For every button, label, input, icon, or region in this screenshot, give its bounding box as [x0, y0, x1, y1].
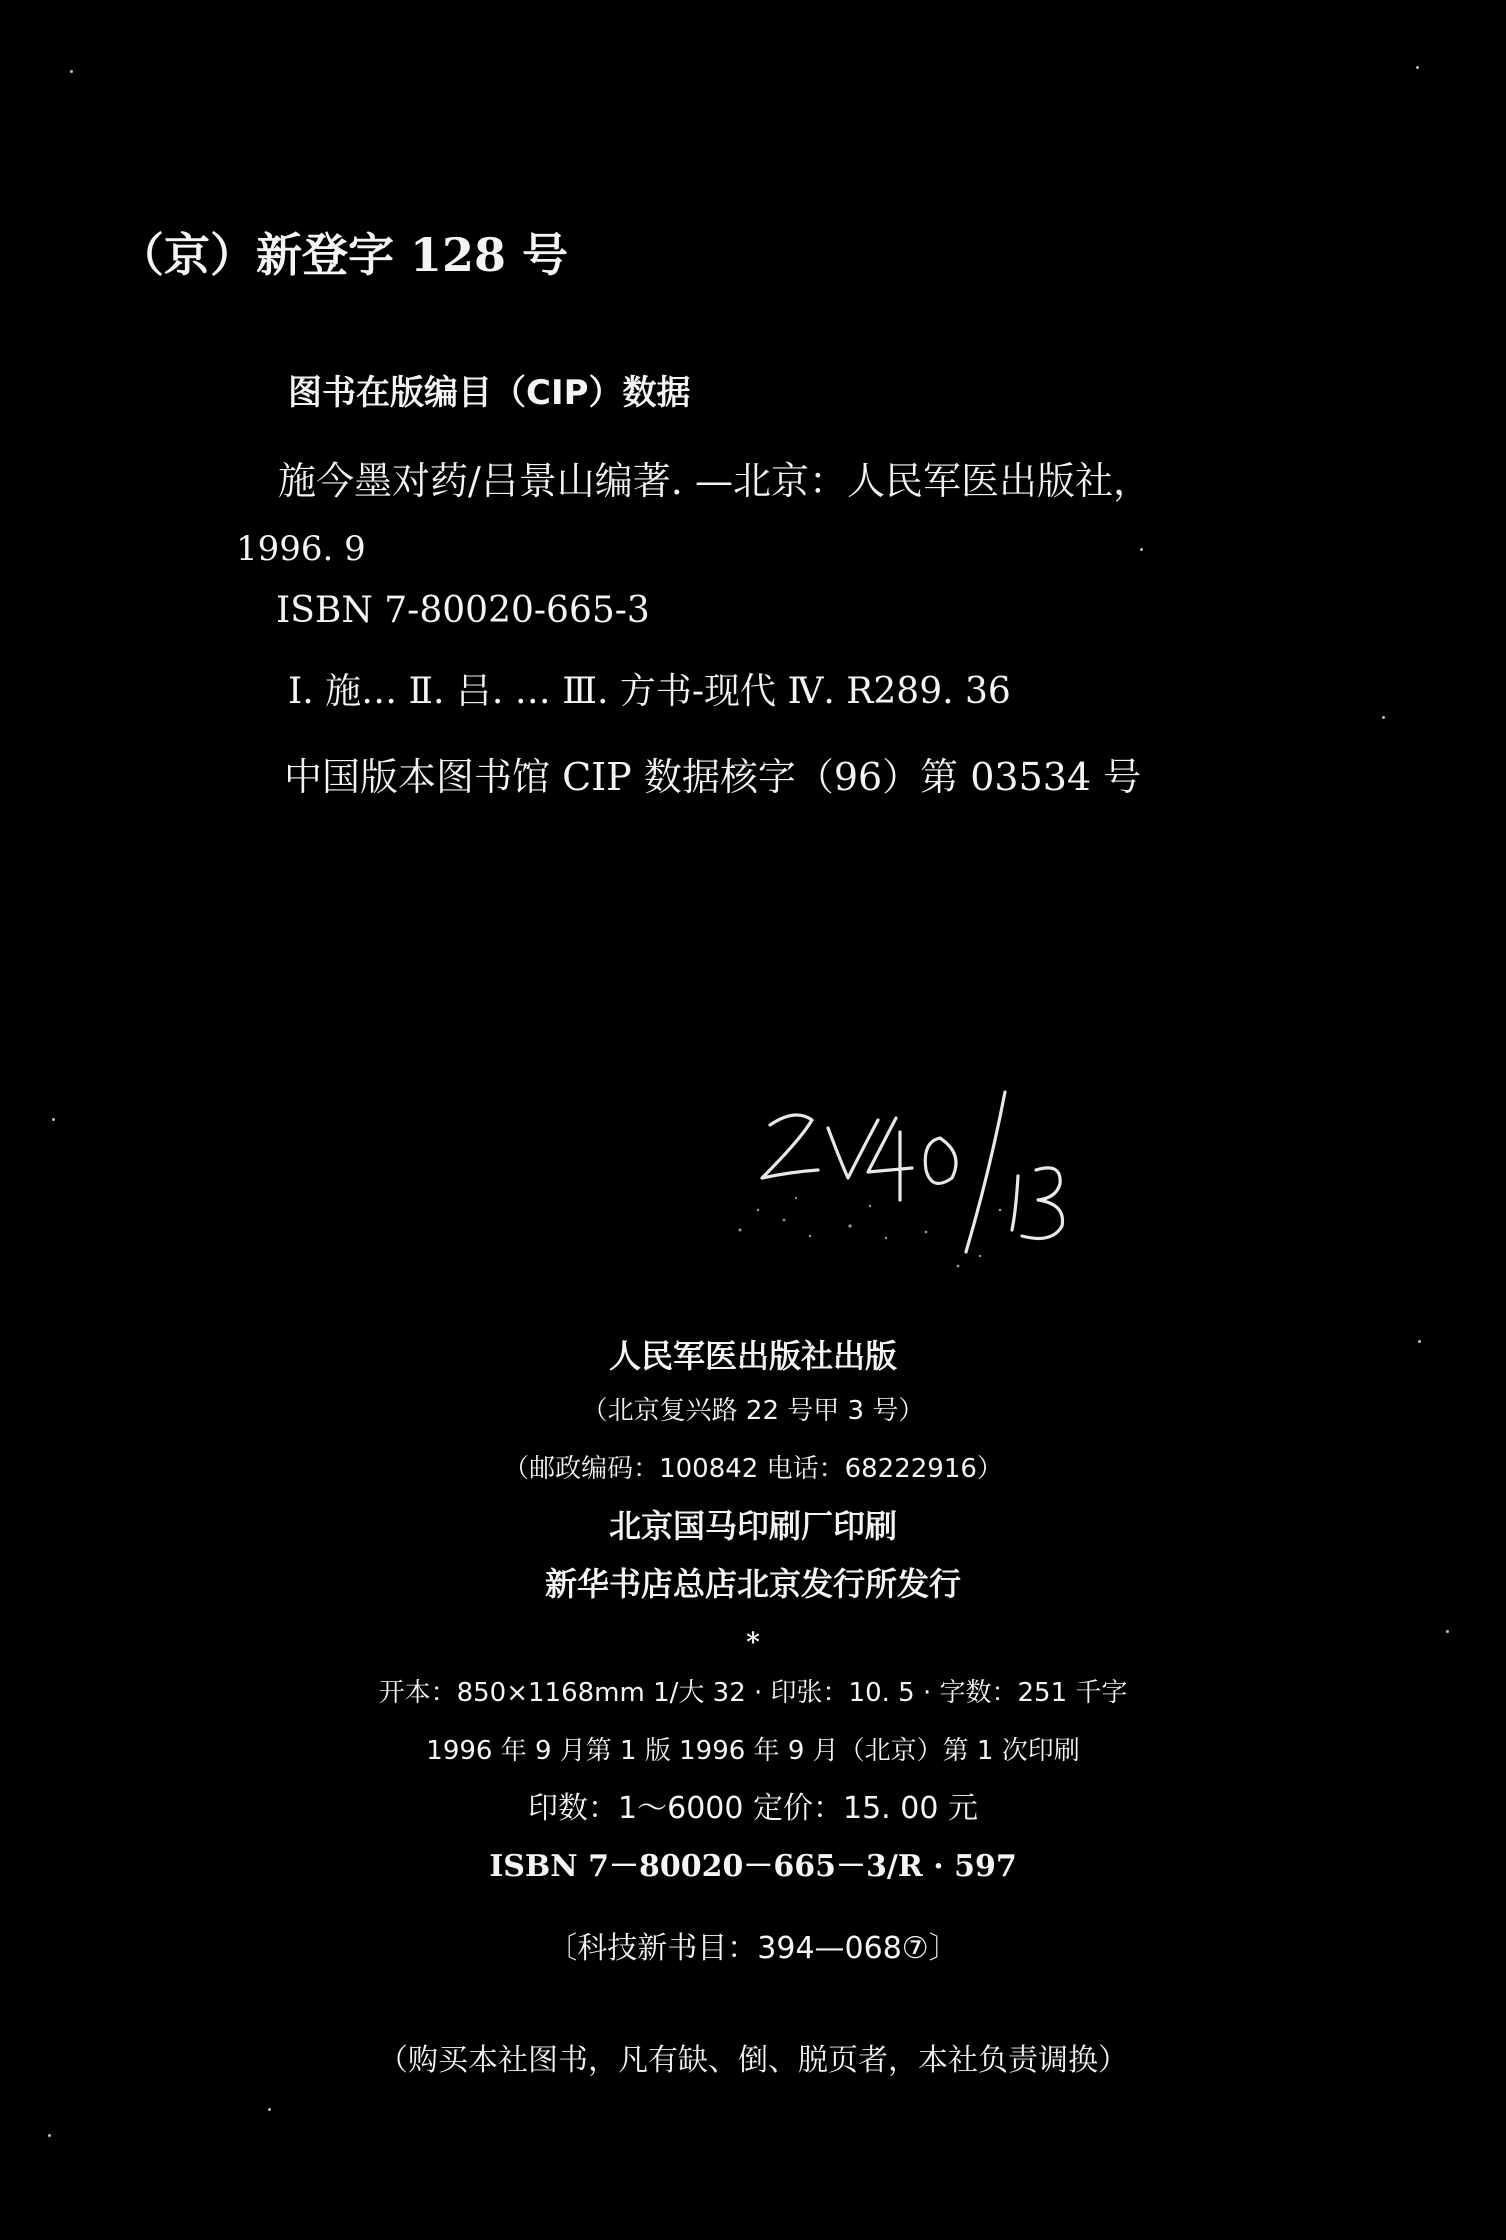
replacement-notice: （购买本社图书，凡有缺、倒、脱页者，本社负责调换） [378, 2043, 1128, 2078]
cip-subjects-line: Ⅰ. 施… Ⅱ. 吕. … Ⅲ. 方书-现代 Ⅳ. R289. 36 [288, 671, 1011, 712]
catalog-number: 〔科技新书目：394—068⑦〕 [547, 1931, 959, 1966]
cip-heading: 图书在版编目（CIP）数据 [288, 373, 691, 413]
scan-speck [52, 1118, 55, 1121]
separator-asterisk: * [746, 1628, 760, 1658]
cip-isbn-line: ISBN 7-80020-665-3 [276, 590, 650, 631]
handwritten-call-number [700, 1080, 1140, 1280]
cip-date-line: 1996. 9 [236, 529, 366, 569]
printer-line: 北京国马印刷厂印刷 [608, 1507, 897, 1545]
publisher-line: 人民军医出版社出版 [608, 1337, 897, 1375]
registration-number: （京）新登字 128 号 [118, 228, 569, 282]
format-specs: 开本：850×1168mm 1/大 32 · 印张：10. 5 · 字数：251 千字 [378, 1678, 1128, 1708]
scan-speck [1140, 548, 1143, 551]
scan-speck [268, 2108, 271, 2111]
scan-speck [48, 2134, 51, 2137]
scan-speck [1418, 1340, 1421, 1343]
edition-line: 1996 年 9 月第 1 版 1996 年 9 月（北京）第 1 次印刷 [426, 1736, 1080, 1766]
cip-title-line: 施今墨对药/吕景山编著. —北京：人民军医出版社， [278, 459, 1151, 503]
cip-approval-line: 中国版本图书馆 CIP 数据核字（96）第 03534 号 [284, 755, 1142, 799]
publisher-address: （北京复兴路 22 号甲 3 号） [581, 1396, 925, 1426]
scan-speck [1446, 1630, 1449, 1633]
print-run-price: 印数：1～6000 定价：15. 00 元 [528, 1791, 978, 1826]
distributor-line: 新华书店总店北京发行所发行 [544, 1565, 961, 1603]
scan-speck [70, 70, 73, 73]
scan-speck [1382, 716, 1385, 719]
imprint-isbn: ISBN 7－80020－665－3/R · 597 [489, 1849, 1017, 1884]
publisher-contact: （邮政编码：100842 电话：68222916） [503, 1454, 1003, 1484]
scan-speck [1416, 66, 1419, 69]
